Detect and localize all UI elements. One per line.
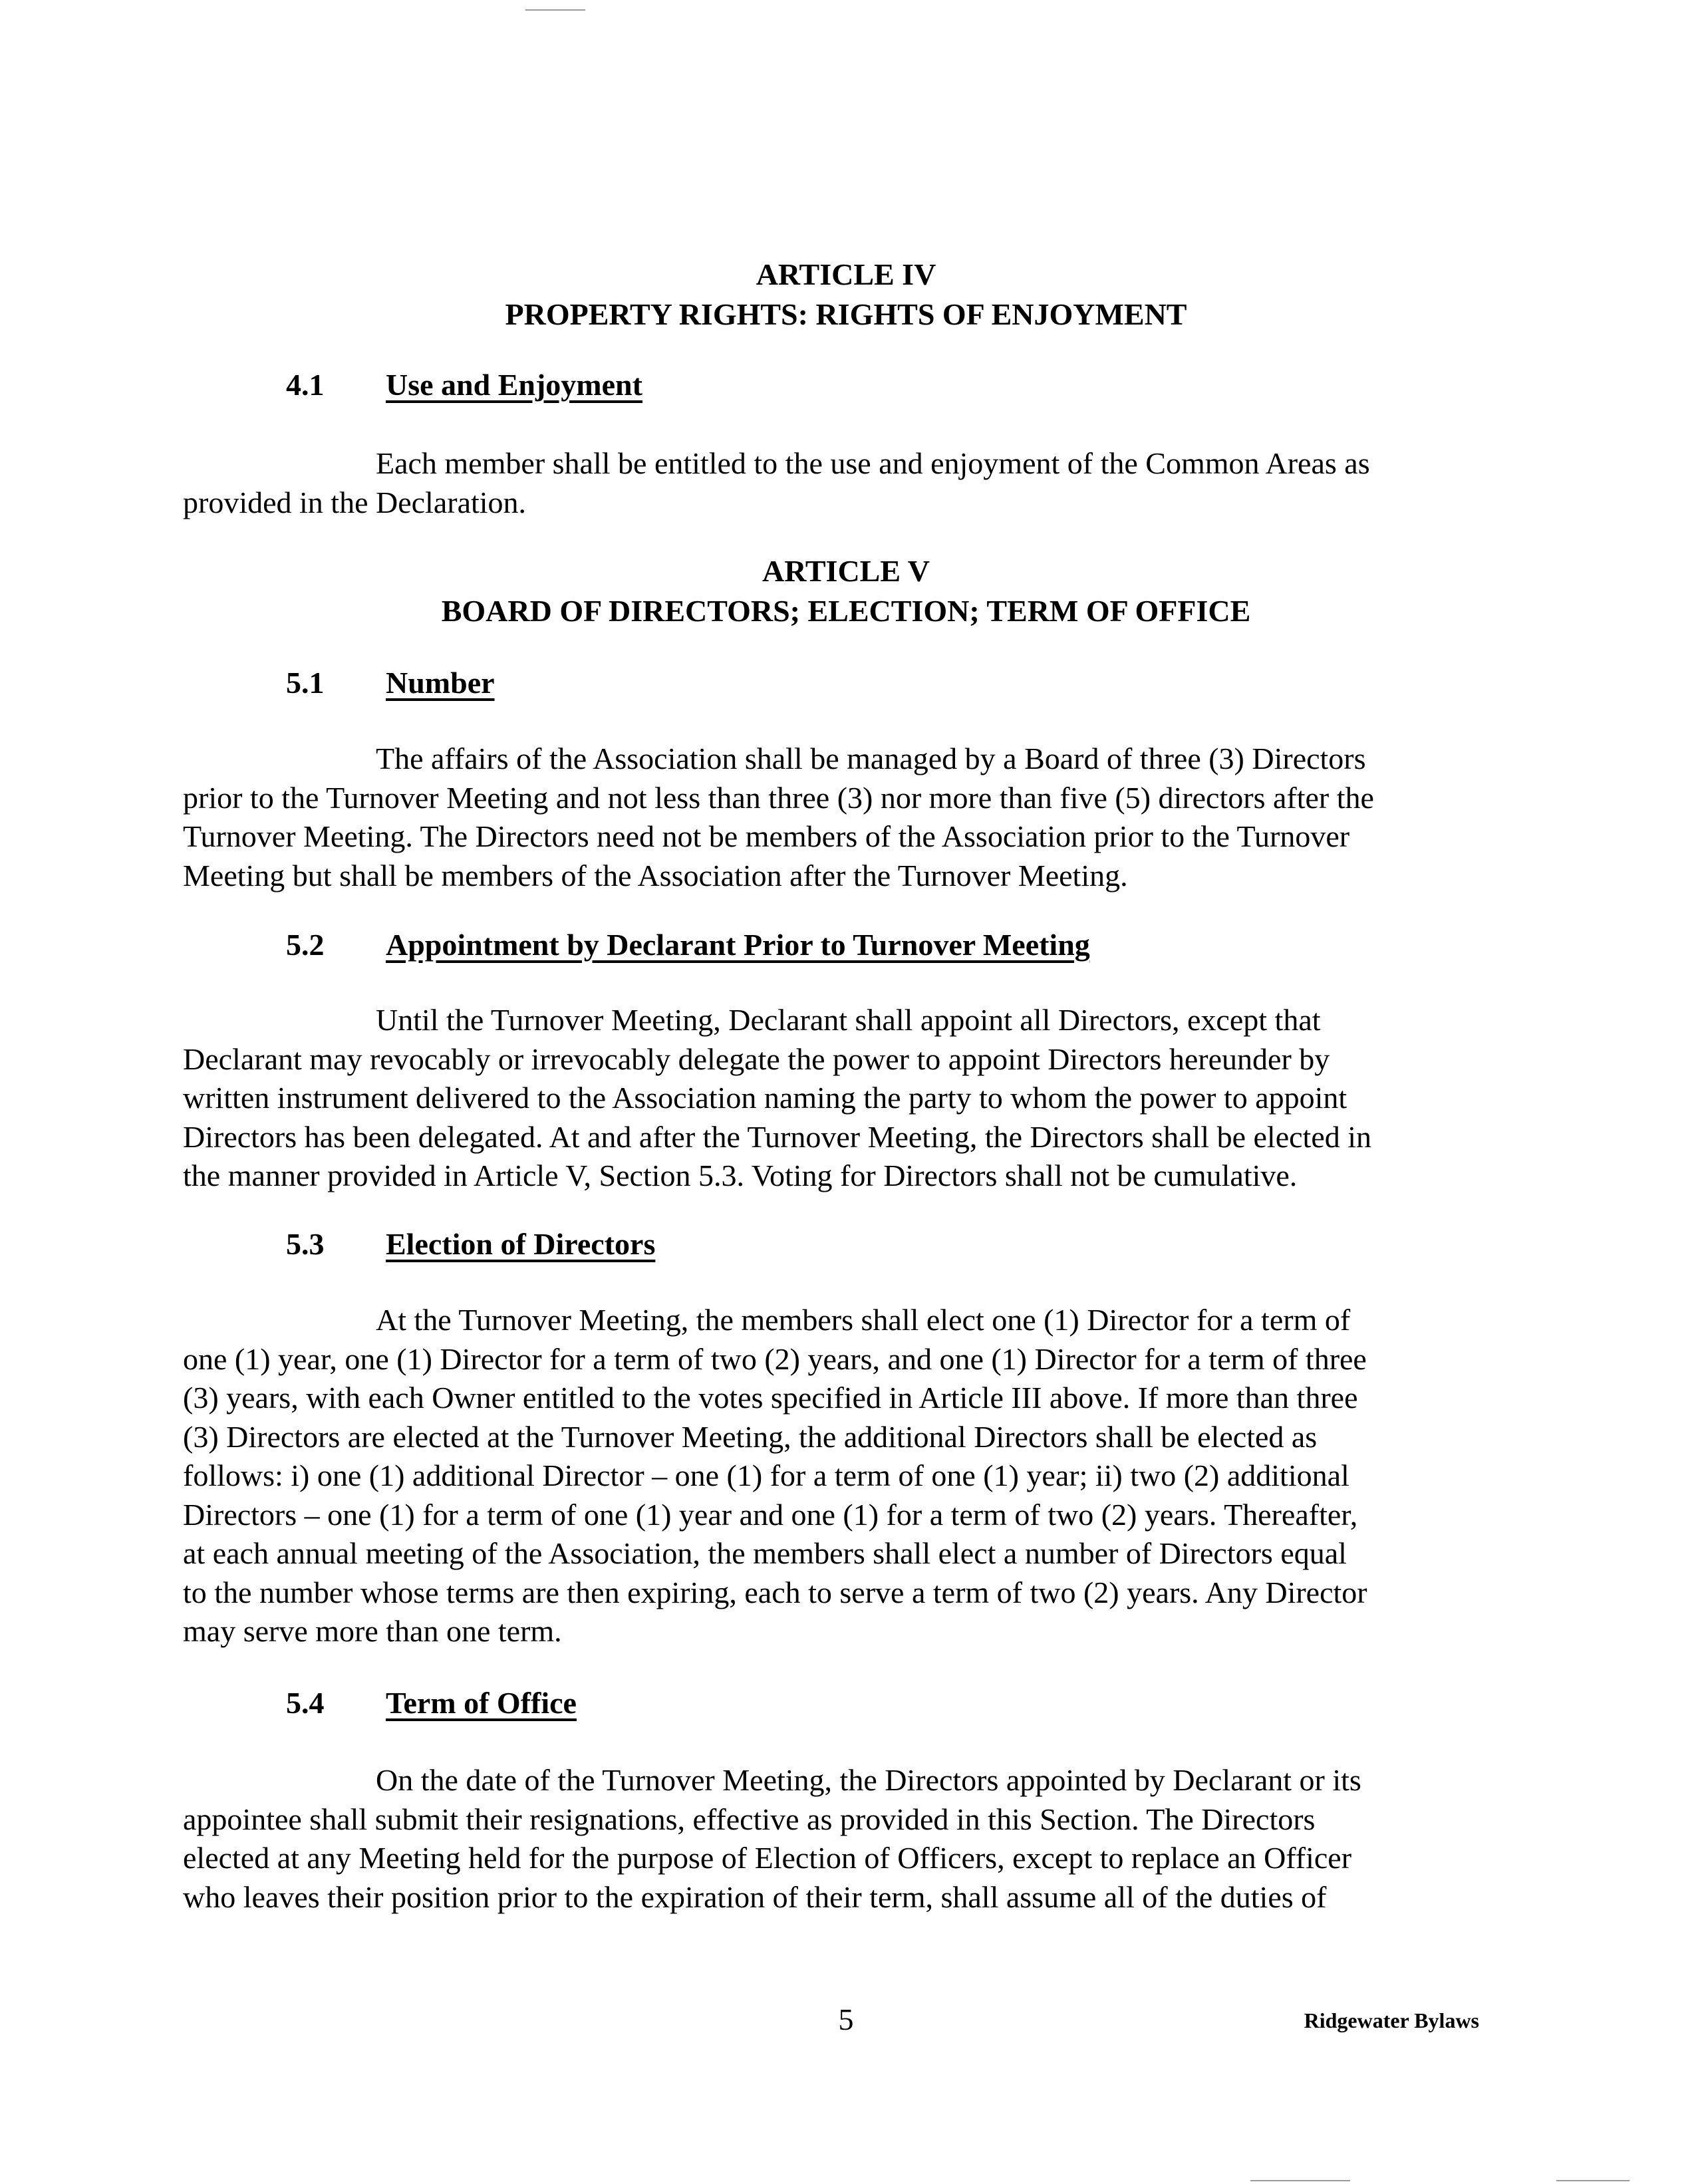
section-number: 5.4 (286, 1686, 325, 1720)
paragraph-line: prior to the Turnover Meeting and not less than three (3) nor more than five (5) directors after the (183, 780, 1374, 815)
article-4-heading (0, 255, 1692, 334)
paragraph-line: On the date of the Turnover Meeting, the Directors appointed by Declarant or its (376, 1763, 1361, 1797)
paragraph-line: the manner provided in Article V, Section 5.3. Voting for Directors shall not be cumulative. (183, 1159, 1298, 1192)
section-number: 4.1 (286, 368, 325, 402)
paragraph-line: follows: i) one (1) additional Director – one (1) for a term of one (1) year; ii) two (2) additional (183, 1458, 1349, 1492)
section-5-4-heading (286, 1684, 577, 1722)
article-5-title: BOARD OF DIRECTORS; ELECTION; TERM OF OFFICE (441, 594, 1251, 628)
section-title: Appointment by Declarant Prior to Turnover Meeting (386, 928, 1090, 962)
section-title: Term of Office (386, 1686, 577, 1720)
section-title: Use and Enjoyment (386, 368, 642, 402)
paragraph-line: Meeting but shall be members of the Association after the Turnover Meeting. (183, 858, 1128, 892)
section-number: 5.3 (286, 1227, 325, 1261)
article-5-label: ARTICLE V (762, 554, 930, 588)
paragraph-line: Turnover Meeting. The Directors need not be members of the Association prior to the Turnover (183, 819, 1350, 853)
footer-document-title: Ridgewater Bylaws (1304, 2008, 1479, 2032)
article-4-title: PROPERTY RIGHTS: RIGHTS OF ENJOYMENT (505, 297, 1187, 331)
page-number: 5 (838, 2002, 854, 2036)
paragraph-line: provided in the Declaration. (183, 485, 527, 519)
paragraph-line: At the Turnover Meeting, the members shall elect one (1) Director for a term of (376, 1303, 1351, 1337)
article-4-label: ARTICLE IV (756, 257, 936, 291)
section-4-1-paragraph (183, 444, 1483, 522)
section-4-1-heading (286, 366, 642, 404)
section-5-3-heading (286, 1225, 655, 1264)
section-5-2-heading (286, 926, 1090, 964)
paragraph-line: Directors – one (1) for a term of one (1) year and one (1) for a term of two (2) years. Thereafter, (183, 1497, 1358, 1532)
section-5-1-paragraph (183, 740, 1483, 895)
scan-mark (525, 9, 585, 11)
paragraph-line: elected at any Meeting held for the purpose of Election of Officers, except to replace an Officer (183, 1841, 1352, 1875)
section-5-2-paragraph (183, 1001, 1483, 1196)
paragraph-line: to the number whose terms are then expiring, each to serve a term of two (2) years. Any Director (183, 1575, 1367, 1609)
paragraph-line: written instrument delivered to the Association naming the party to whom the power to appoint (183, 1081, 1347, 1115)
paragraph-line: (3) Directors are elected at the Turnover Meeting, the additional Directors shall be elected as (183, 1419, 1318, 1454)
paragraph-line: (3) years, with each Owner entitled to the votes specified in Article III above. If more than three (183, 1381, 1358, 1415)
section-5-3-paragraph (183, 1301, 1483, 1651)
paragraph-line: Until the Turnover Meeting, Declarant shall appoint all Directors, except that (376, 1003, 1321, 1037)
section-5-1-heading (286, 664, 495, 702)
paragraph-line: Each member shall be entitled to the use and enjoyment of the Common Areas as (376, 446, 1370, 480)
paragraph-line: The affairs of the Association shall be managed by a Board of three (3) Directors (376, 742, 1366, 775)
paragraph-line: Declarant may revocably or irrevocably delegate the power to appoint Directors hereunder by (183, 1041, 1330, 1076)
section-5-4-paragraph (183, 1761, 1483, 1917)
scan-mark (1250, 2180, 1350, 2181)
paragraph-line: who leaves their position prior to the expiration of their term, shall assume all of the duties of (183, 1879, 1327, 1914)
section-number: 5.2 (286, 928, 325, 962)
scan-mark (1556, 2180, 1629, 2181)
section-number: 5.1 (286, 666, 325, 700)
section-title: Number (386, 666, 495, 700)
paragraph-line: appointee shall submit their resignations, effective as provided in this Section. The Directors (183, 1802, 1316, 1836)
section-title: Election of Directors (386, 1227, 656, 1261)
paragraph-line: at each annual meeting of the Association, the members shall elect a number of Directors equal (183, 1536, 1347, 1570)
paragraph-line: Directors has been delegated. At and after the Turnover Meeting, the Directors shall be elected in (183, 1119, 1372, 1154)
article-5-heading (0, 552, 1692, 630)
paragraph-line: may serve more than one term. (183, 1614, 562, 1648)
paragraph-line: one (1) year, one (1) Director for a term of two (2) years, and one (1) Director for a term of three (183, 1341, 1367, 1376)
